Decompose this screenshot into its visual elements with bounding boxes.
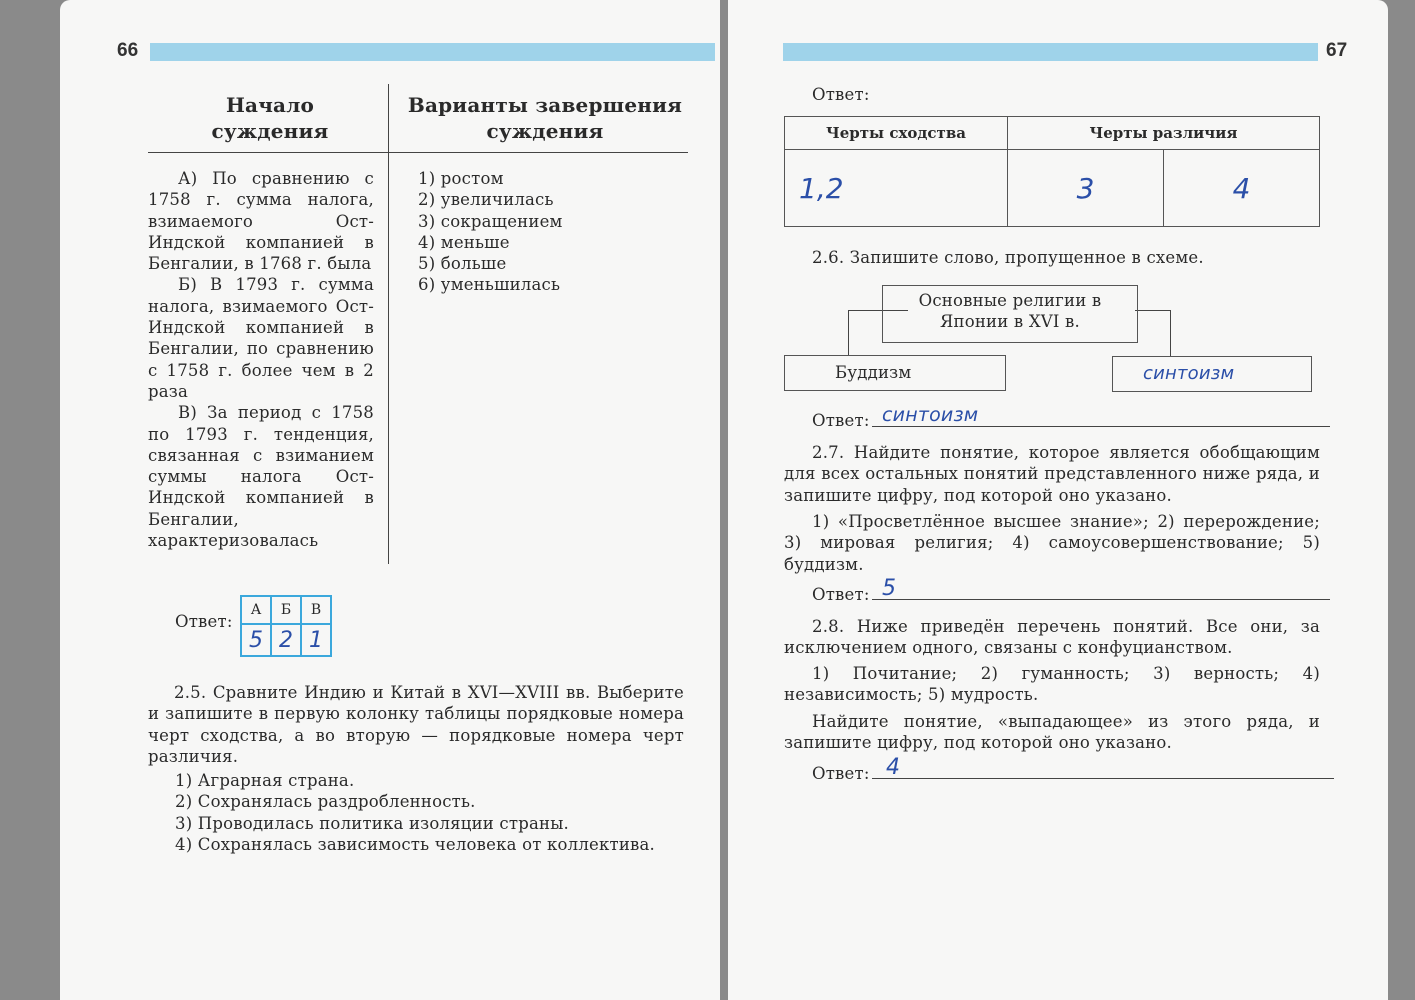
option: 4) меньше	[418, 232, 510, 252]
scheme-connector	[1135, 310, 1170, 311]
different-cell[interactable]: 4	[1163, 150, 1319, 227]
option: 5) больше	[418, 254, 507, 274]
statements	[148, 168, 374, 551]
answer-label: Ответ:	[812, 764, 870, 783]
different-cell[interactable]: 3	[1008, 150, 1164, 227]
answer-2-7[interactable]: 5	[872, 578, 1330, 600]
option: 1) ростом	[418, 169, 504, 188]
task-2-5: 2.5. Сравните Индию и Китай в XVI—XVIII вв. Выберите и запишите в первую колонку таблицы порядковые номера черт сходства, а во вторую — порядковые номера черт различия.	[148, 683, 684, 766]
option: 6) уменьшилась	[418, 275, 561, 295]
column-divider	[388, 84, 389, 564]
header-bar-left	[150, 43, 715, 61]
item: 2) Сохранялась раздробленность.	[175, 792, 476, 812]
scheme-connector	[848, 310, 849, 355]
item: 1) Аграрная страна.	[175, 771, 355, 790]
col-header-start: Начало суждения	[211, 93, 329, 143]
page-number-right: 67	[1326, 40, 1348, 61]
answer-label: Ответ:	[175, 612, 233, 631]
task-2-5-items	[175, 770, 655, 855]
answer-label-2-5: Ответ:	[812, 85, 870, 104]
task-2-6: 2.6. Запишите слово, пропущенное в схеме.	[812, 248, 1204, 267]
task-2-8: 2.8. Ниже приведён перечень понятий. Все они, за исключением одного, связаны с конфуцианством.	[784, 617, 1320, 658]
scheme-missing-answer[interactable]: синтоизм	[1112, 356, 1312, 392]
options-list	[418, 168, 563, 296]
header-similar: Черты сходства	[785, 117, 1008, 150]
item: 3) Проводилась политика изоляции страны.	[175, 813, 569, 833]
answer-header: Б	[271, 596, 301, 624]
statement-b: Б) В 1793 г. сумма налога, взимаемого Ост-Индской компанией в Бенгалии, по сравнению с 1758 г. более чем в 2 раза	[148, 275, 374, 401]
header-bar-right	[783, 43, 1318, 61]
option: 3) сокращением	[418, 211, 563, 231]
answer-2-8[interactable]: 4	[872, 757, 1334, 779]
page-number-left: 66	[117, 40, 139, 61]
scheme-title: Основные религии в Японии в XVI в.	[882, 285, 1138, 343]
scheme-connector	[1170, 310, 1171, 356]
answer-table-abv	[240, 595, 332, 657]
answer-label: Ответ:	[812, 411, 870, 430]
statement-c: В) За период с 1758 по 1793 г. тенденция, связанная с взиманием суммы налога Ост-Индской компанией в Бенгалии, характеризовалась	[148, 403, 374, 551]
answer-cell[interactable]: 1	[301, 624, 331, 656]
scheme-buddhism: Буддизм	[784, 355, 1006, 391]
task-2-8-items: 1) Почитание; 2) гуманность; 3) верность; 4) независимость; 5) мудрость.	[784, 664, 1320, 705]
statement-a: А) По сравнению с 1758 г. сумма налога, взимаемого Ост-Индской компанией в Бенгалии, в 1768 г. была	[148, 169, 374, 274]
answer-header: А	[241, 596, 271, 624]
task-2-7: 2.7. Найдите понятие, которое является обобщающим для всех остальных понятий представленного ниже ряда, и запишите цифру, под которой оно указано.	[784, 443, 1320, 505]
answer-cell[interactable]: 5	[241, 624, 271, 656]
answer-label: Ответ:	[812, 585, 870, 604]
header-divider	[148, 152, 688, 153]
similar-cell[interactable]: 1,2	[785, 150, 1008, 227]
option: 2) увеличилась	[418, 190, 554, 210]
answer-cell[interactable]: 2	[271, 624, 301, 656]
similarity-table	[784, 116, 1320, 227]
answer-header: В	[301, 596, 331, 624]
task-2-7-items: 1) «Просветлённое высшее знание»; 2) перерождение; 3) мировая религия; 4) самоусовершенствование; 5) буддизм.	[784, 512, 1320, 574]
task-2-8b: Найдите понятие, «выпадающее» из этого ряда, и запишите цифру, под которой оно указано.	[784, 712, 1320, 753]
col-header-endings: Варианты завершения суждения	[407, 93, 683, 143]
header-different: Черты различия	[1008, 117, 1320, 150]
item: 4) Сохранялась зависимость человека от коллектива.	[175, 834, 655, 854]
answer-2-6[interactable]: синтоизм	[872, 405, 1330, 427]
